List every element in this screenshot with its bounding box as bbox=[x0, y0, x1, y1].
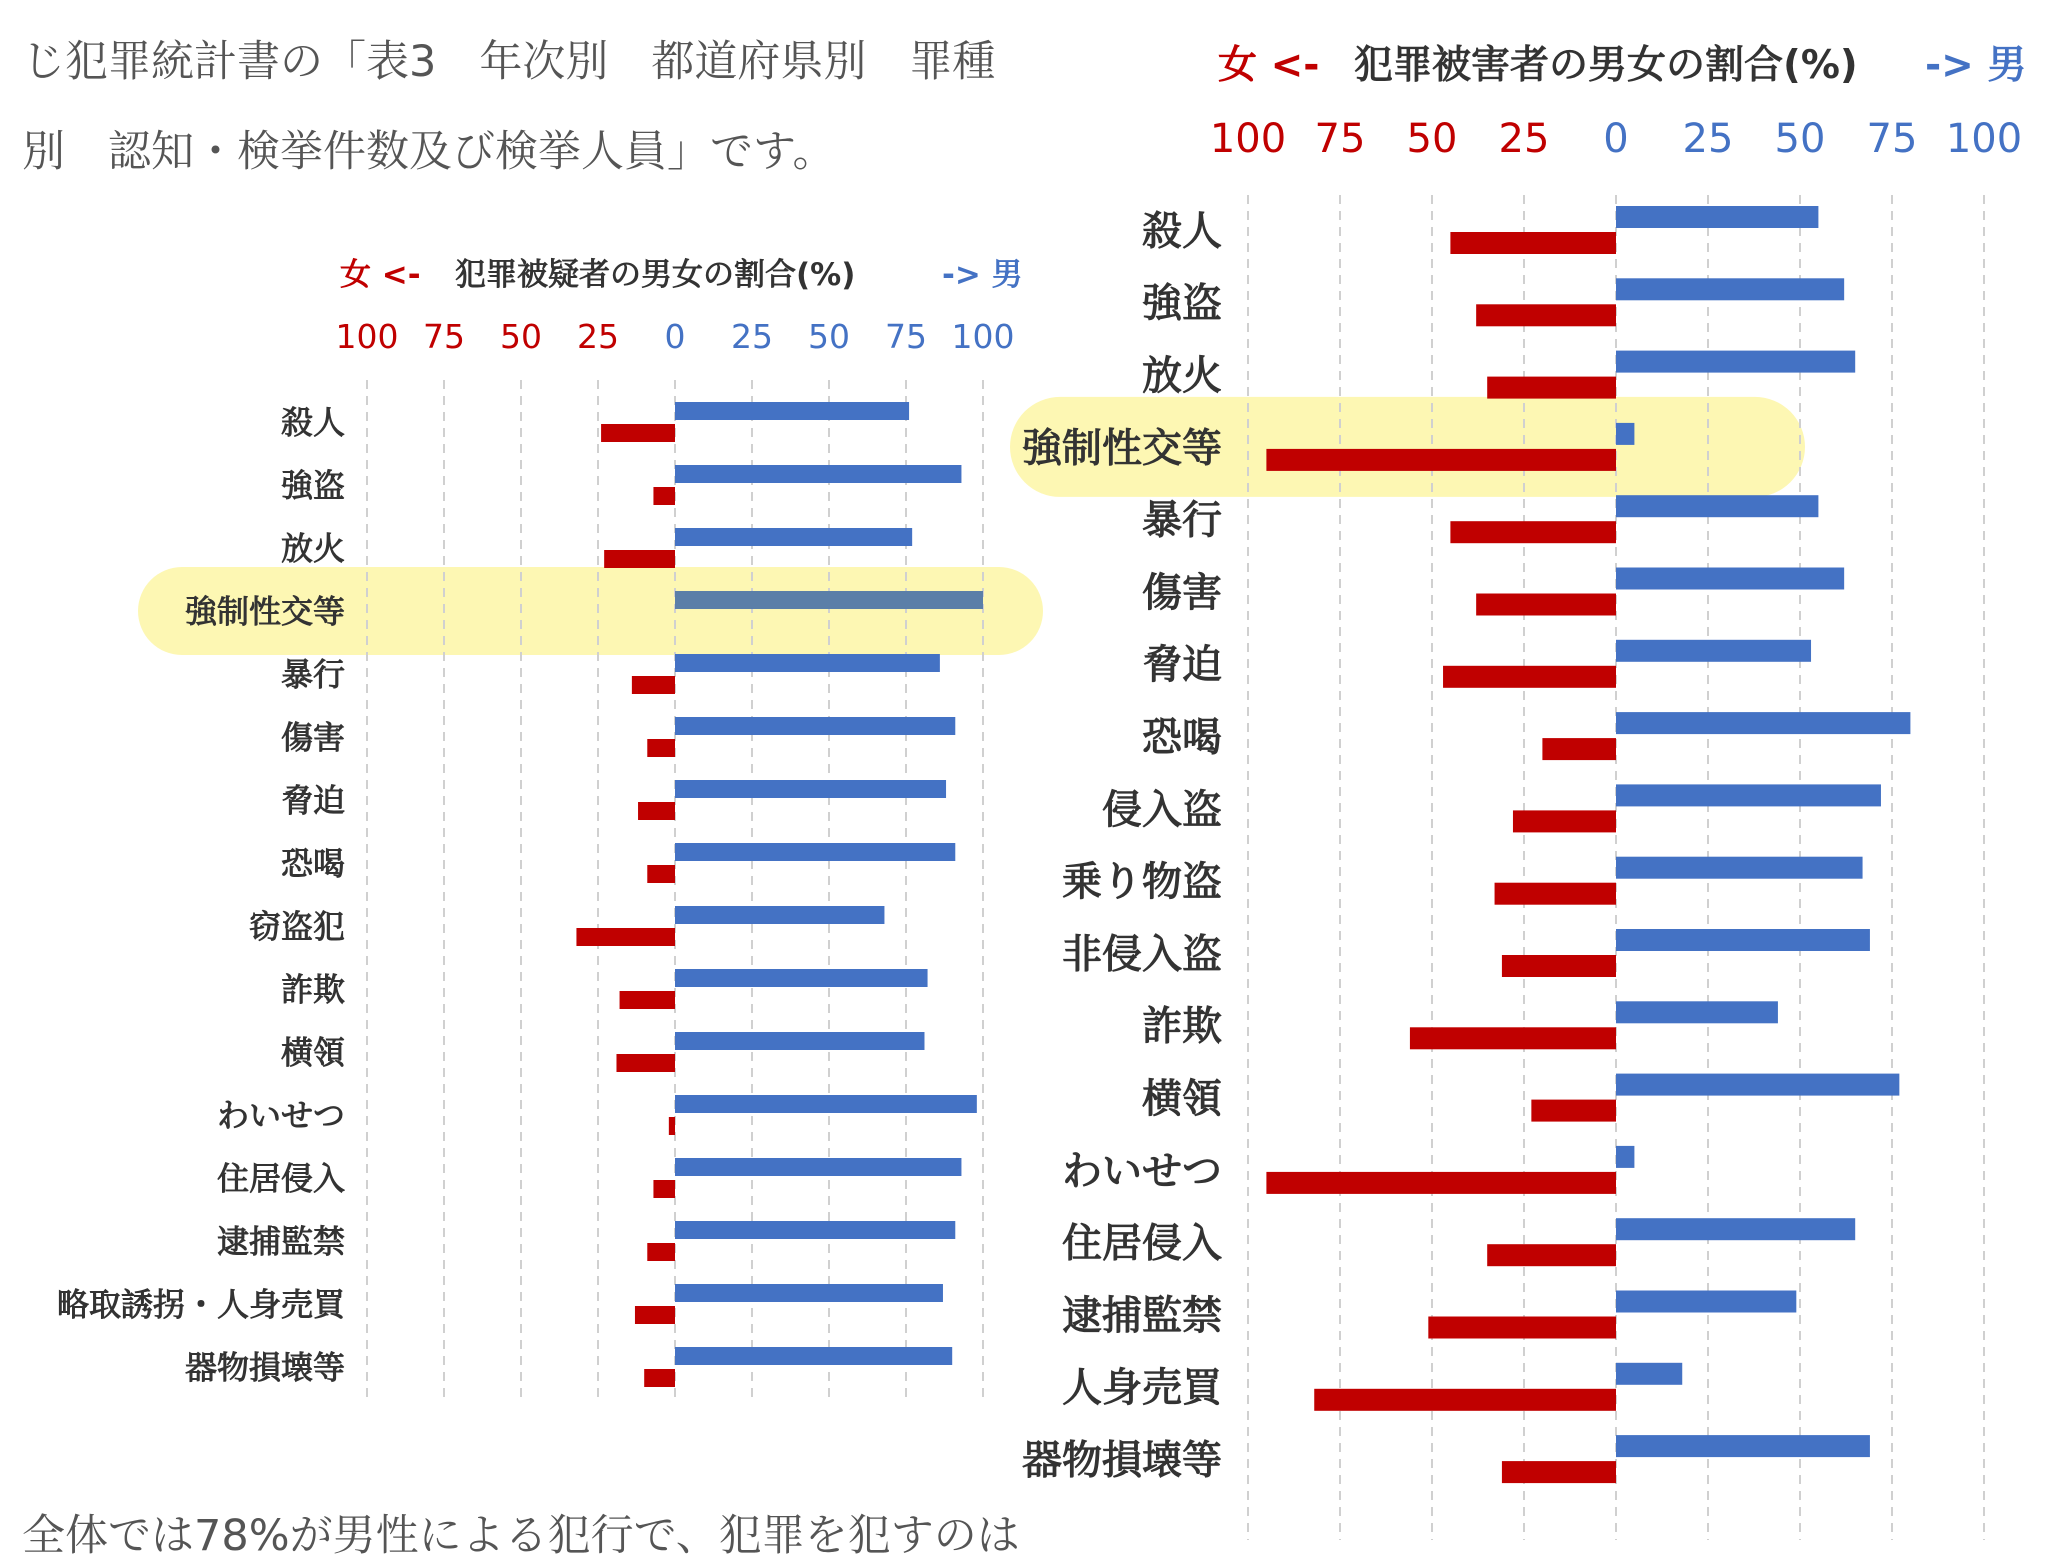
male-bar bbox=[1616, 1218, 1855, 1240]
x-tick-label-male: 50 bbox=[808, 317, 850, 356]
category-label: 殺人 bbox=[280, 403, 345, 442]
intro-text-cut-line: 全体では78%が男性による犯行で、犯罪を犯すのは bbox=[22, 1511, 1020, 1561]
x-tick-label-male: 100 bbox=[951, 317, 1015, 356]
category-label: 器物損壊等 bbox=[1022, 1437, 1222, 1484]
category-label: 放火 bbox=[280, 529, 345, 568]
male-bar bbox=[675, 1032, 924, 1050]
x-tick-label-male: 75 bbox=[885, 317, 927, 356]
male-bar bbox=[1616, 1146, 1634, 1168]
category-label: 強盗 bbox=[280, 466, 345, 505]
female-bar bbox=[1476, 594, 1616, 616]
category-label: 恐喝 bbox=[1142, 714, 1222, 761]
female-bar bbox=[1542, 738, 1616, 760]
x-tick-label-female: 75 bbox=[1314, 116, 1366, 162]
male-bar bbox=[675, 654, 940, 672]
male-bar bbox=[1616, 784, 1881, 806]
female-bar bbox=[616, 1054, 675, 1072]
category-label: 脅迫 bbox=[280, 781, 345, 820]
x-tick-label-male: 0 bbox=[664, 317, 686, 356]
male-bar bbox=[675, 1221, 955, 1239]
category-label: 詐欺 bbox=[280, 970, 345, 1009]
male-bar bbox=[1616, 495, 1818, 517]
x-tick-label-female: 75 bbox=[423, 317, 465, 356]
female-bar bbox=[1495, 883, 1616, 905]
male-bar bbox=[1616, 423, 1634, 445]
female-bar bbox=[1266, 1172, 1616, 1194]
female-bar bbox=[620, 991, 675, 1009]
legend-female-label: 女 <- bbox=[340, 257, 421, 293]
victim-gender-chart bbox=[1010, 0, 2030, 1484]
male-bar bbox=[1616, 1363, 1682, 1385]
female-bar bbox=[1513, 810, 1616, 832]
female-bar bbox=[601, 424, 675, 442]
male-bar bbox=[1616, 640, 1811, 662]
category-label: 放火 bbox=[1142, 353, 1222, 399]
female-bar bbox=[1266, 449, 1616, 471]
category-label: 暴行 bbox=[280, 655, 345, 694]
chart-title: 犯罪被疑者の男女の割合(%) bbox=[455, 257, 856, 293]
x-tick-label-female: 50 bbox=[500, 317, 542, 356]
female-bar bbox=[1502, 955, 1616, 977]
category-label: 住居侵入 bbox=[216, 1159, 345, 1198]
intro-text-line-2: 別 認知・検挙件数及び検挙人員」です。 bbox=[22, 127, 836, 177]
male-bar bbox=[675, 1158, 961, 1176]
female-bar bbox=[632, 676, 675, 694]
male-bar bbox=[675, 1347, 952, 1365]
category-label: 横領 bbox=[280, 1033, 345, 1072]
female-bar bbox=[669, 1117, 675, 1135]
category-label: わいせつ bbox=[216, 1096, 345, 1135]
female-bar bbox=[576, 928, 675, 946]
male-bar bbox=[1616, 206, 1818, 228]
female-bar bbox=[1410, 1027, 1616, 1049]
category-label: 人身売買 bbox=[1062, 1365, 1222, 1412]
female-bar bbox=[604, 550, 675, 568]
x-tick-label-male: 25 bbox=[1682, 116, 1734, 162]
x-tick-label-female: 50 bbox=[1406, 116, 1458, 162]
female-bar bbox=[1487, 377, 1616, 399]
category-label: 強制性交等 bbox=[1022, 425, 1222, 472]
legend-male-label: -> 男 bbox=[1925, 43, 2027, 88]
female-bar bbox=[1450, 232, 1616, 254]
category-label: 住居侵入 bbox=[1062, 1220, 1222, 1267]
cut-text-wrapper bbox=[0, 1500, 1026, 1561]
male-bar bbox=[675, 843, 955, 861]
male-bar bbox=[1616, 929, 1870, 951]
category-label: 非侵入盗 bbox=[1062, 931, 1222, 978]
female-bar bbox=[644, 1369, 675, 1387]
male-bar bbox=[1616, 351, 1855, 373]
male-bar bbox=[675, 1284, 943, 1302]
category-label: 侵入盗 bbox=[1102, 786, 1222, 833]
category-label: わいせつ bbox=[1062, 1148, 1222, 1195]
category-label: 殺人 bbox=[1142, 208, 1222, 255]
female-bar bbox=[1443, 666, 1616, 688]
x-tick-label-male: 75 bbox=[1866, 116, 1918, 162]
female-bar bbox=[638, 802, 675, 820]
x-tick-label-female: 25 bbox=[1498, 116, 1550, 162]
male-bar bbox=[675, 591, 983, 609]
category-label: 脅迫 bbox=[1142, 642, 1222, 689]
male-bar bbox=[1616, 278, 1844, 300]
female-bar bbox=[1450, 521, 1616, 543]
male-bar bbox=[675, 780, 946, 798]
female-bar bbox=[1502, 1461, 1616, 1483]
male-bar bbox=[1616, 1001, 1778, 1023]
female-bar bbox=[647, 739, 675, 757]
female-bar bbox=[1314, 1389, 1616, 1411]
male-bar bbox=[675, 465, 961, 483]
male-bar bbox=[1616, 857, 1863, 879]
female-bar bbox=[1428, 1317, 1616, 1339]
category-label: 乗り物盗 bbox=[1062, 859, 1222, 906]
x-tick-label-male: 0 bbox=[1603, 116, 1629, 162]
male-bar bbox=[1616, 1074, 1899, 1096]
female-bar bbox=[1531, 1100, 1616, 1122]
category-label: 窃盗犯 bbox=[248, 907, 345, 946]
category-label: 暴行 bbox=[1142, 497, 1222, 544]
category-label: 逮捕監禁 bbox=[216, 1222, 345, 1261]
legend-female-label: 女 <- bbox=[1218, 43, 1320, 88]
category-label: 傷害 bbox=[280, 718, 345, 757]
female-bar bbox=[647, 865, 675, 883]
x-tick-label-male: 100 bbox=[1945, 116, 2023, 162]
category-label: 恐喝 bbox=[280, 844, 345, 883]
category-label: 傷害 bbox=[1142, 569, 1222, 616]
suspect-gender-chart bbox=[0, 230, 1050, 1390]
male-bar bbox=[1616, 1435, 1870, 1457]
x-tick-label-male: 25 bbox=[731, 317, 773, 356]
male-bar bbox=[1616, 1291, 1796, 1313]
female-bar bbox=[1476, 304, 1616, 326]
category-label: 逮捕監禁 bbox=[1062, 1292, 1222, 1339]
x-tick-label-male: 50 bbox=[1774, 116, 1826, 162]
male-bar bbox=[675, 528, 912, 546]
male-bar bbox=[675, 717, 955, 735]
category-label: 強制性交等 bbox=[184, 592, 345, 631]
female-bar bbox=[653, 1180, 675, 1198]
female-bar bbox=[647, 1243, 675, 1261]
male-bar bbox=[1616, 712, 1910, 734]
male-bar bbox=[1616, 568, 1844, 590]
category-label: 詐欺 bbox=[1142, 1003, 1222, 1050]
x-tick-label-female: 100 bbox=[335, 317, 399, 356]
male-bar bbox=[675, 402, 909, 420]
x-tick-label-female: 25 bbox=[577, 317, 619, 356]
x-tick-label-female: 100 bbox=[1209, 116, 1287, 162]
male-bar bbox=[675, 969, 928, 987]
legend-male-label: -> 男 bbox=[942, 257, 1023, 293]
female-bar bbox=[653, 487, 675, 505]
female-bar bbox=[635, 1306, 675, 1324]
male-bar bbox=[675, 906, 884, 924]
category-label: 強盗 bbox=[1142, 280, 1222, 327]
category-label: 横領 bbox=[1142, 1076, 1222, 1122]
male-bar bbox=[675, 1095, 977, 1113]
category-label: 器物損壊等 bbox=[184, 1348, 345, 1387]
category-label: 略取誘拐・人身売買 bbox=[56, 1285, 345, 1324]
chart-title: 犯罪被害者の男女の割合(%) bbox=[1354, 43, 1858, 88]
intro-text-line-1: じ犯罪統計書の「表3 年次別 都道府県別 罪種 bbox=[22, 37, 996, 87]
female-bar bbox=[1487, 1244, 1616, 1266]
